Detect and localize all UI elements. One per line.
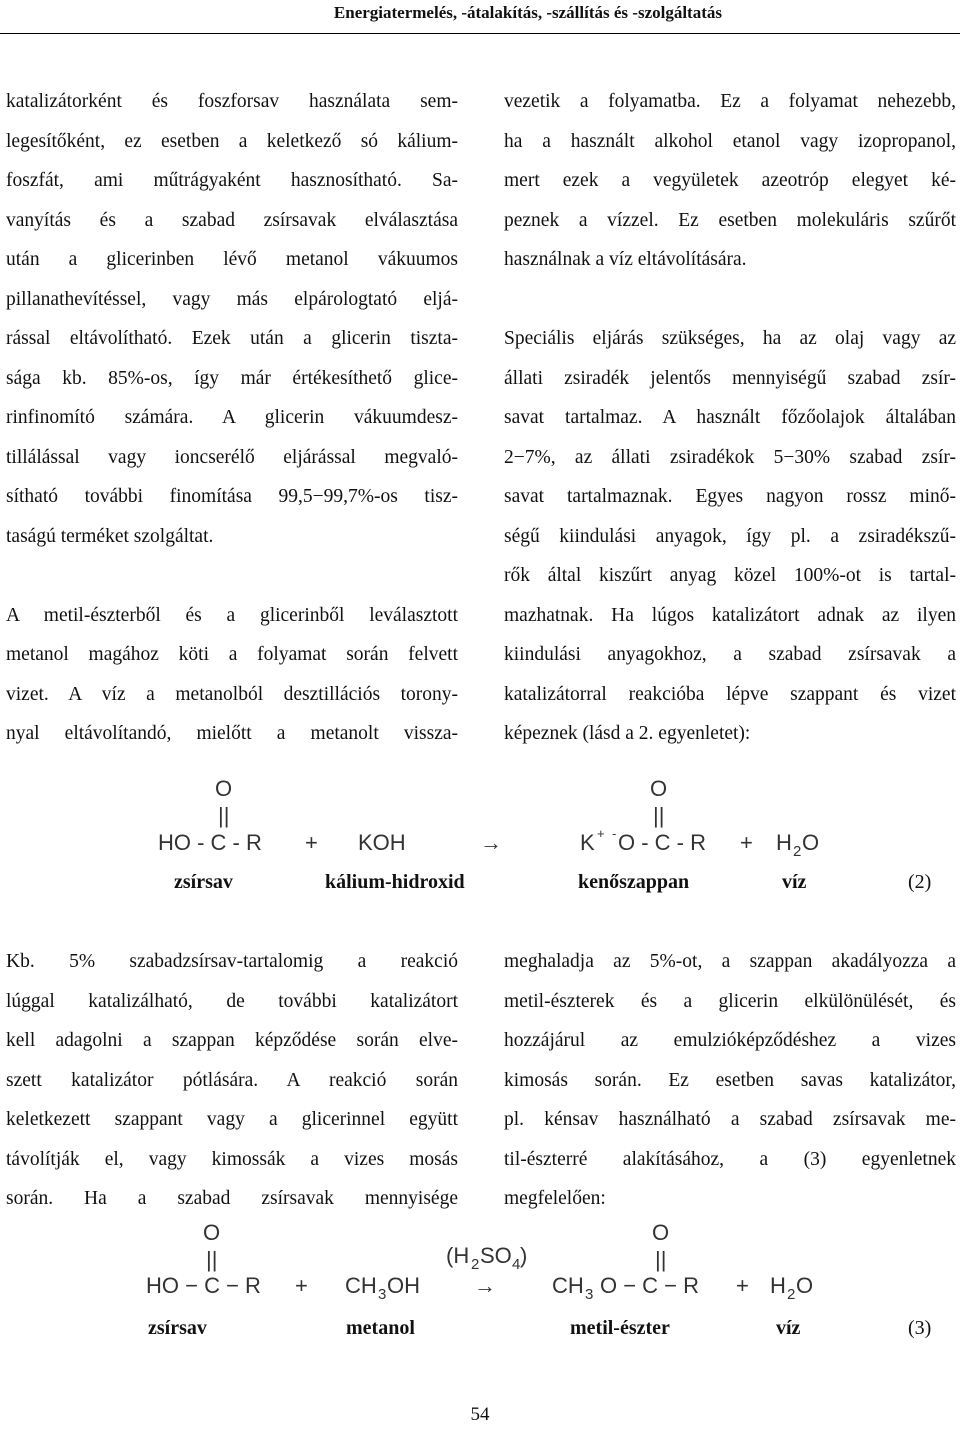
text-line: metanol magához köti a folyamat során felvett xyxy=(6,644,458,665)
text-line: til-észterré alakításához, a (3) egyenletnek xyxy=(504,1148,956,1170)
eq3-ester-ch: CH xyxy=(552,1273,584,1298)
text-line: vanyítás és a szabad zsírsavak elválasztása xyxy=(6,209,458,231)
text-line: képeznek (lásd a 2. egyenletet): xyxy=(504,723,751,744)
eq3-label-fatty-acid: zsírsav xyxy=(148,1317,207,1339)
eq2-plus: + xyxy=(305,830,318,855)
equation-3-formula xyxy=(0,1218,960,1358)
text-line: Speciális eljárás szükséges, ha az olaj vagy az xyxy=(504,328,956,349)
eq2-label-water: víz xyxy=(782,871,807,893)
text-line: foszfát, ami műtrágyaként hasznosítható. Sa- xyxy=(6,170,458,191)
eq2-potassium-charge: + xyxy=(597,826,605,841)
eq3-plus-2: + xyxy=(736,1273,749,1298)
text-line: szett katalizátor pótlására. A reakció során xyxy=(6,1069,458,1091)
text-line: keletkezett szappant vagy a glicerinnel együtt xyxy=(6,1109,458,1130)
eq3-arrow: → xyxy=(474,1273,496,1298)
eq3-double-bond: || xyxy=(206,1247,218,1272)
eq2-number: (2) xyxy=(908,871,932,893)
eq3-catalyst-subscript-4: 4 xyxy=(512,1256,521,1273)
text-line: során. Ha a szabad zsírsavak mennyisége xyxy=(6,1188,458,1209)
text-line: kiindulási anyagokhoz, a szabad zsírsavak a xyxy=(504,644,956,665)
eq2-soap-carbonyl-oxygen: O xyxy=(650,776,668,801)
eq3-plus: + xyxy=(295,1273,308,1298)
text-line: peznek a vízzel. Ez esetben molekuláris szűrőt xyxy=(504,209,956,231)
text-line: kell adagolni a szappan képződése során elve- xyxy=(6,1030,458,1051)
equation-2-formula xyxy=(0,770,960,910)
text-line: ségű kiindulási anyagok, így pl. a zsiradékszű- xyxy=(504,525,956,547)
text-line: mert ezek a vegyületek azeotróp elegyet ké- xyxy=(504,170,956,191)
eq2-double-bond: || xyxy=(218,803,230,828)
text-line: savat tartalmaznak. Egyes nagyon rossz minő- xyxy=(504,486,956,507)
text-line: savat tartalmaz. A használt főzőolajok általában xyxy=(504,407,956,428)
eq3-label-water: víz xyxy=(776,1317,801,1339)
eq3-number: (3) xyxy=(908,1317,932,1339)
eq3-carbonyl-oxygen: O xyxy=(203,1220,221,1245)
eq3-catalyst-open: (H xyxy=(446,1243,470,1268)
top-left-column xyxy=(6,82,458,754)
paragraph-methanol-water xyxy=(6,596,458,754)
eq2-plus-2: + xyxy=(740,830,753,855)
text-line: metil-észterek és a glicerin elkülönülését, és xyxy=(504,990,956,1012)
text-line: használnak a víz eltávolítására. xyxy=(504,249,747,270)
text-line: hozzájárul az emulzióképződéshez a vizes xyxy=(504,1030,956,1051)
text-line: rinfinomító számára. A glicerin vákuumdesz- xyxy=(6,407,458,428)
header-title: Energiatermelés, -átalakítás, -szállítás és -szolgáltatás xyxy=(333,3,722,22)
eq3-label-methyl-ester: metil-észter xyxy=(570,1317,670,1339)
middle-right-column xyxy=(504,942,956,1219)
text-line: tillálással vagy ioncserélő eljárással megvaló- xyxy=(6,446,458,468)
paragraph-soap-formation xyxy=(6,942,458,1219)
eq3-water-h: H xyxy=(770,1273,786,1298)
eq3-catalyst-close: ) xyxy=(520,1243,528,1268)
eq3-ester-double-bond: || xyxy=(655,1247,667,1272)
equation-2 xyxy=(0,770,960,910)
text-line: pl. kénsav használható a szabad zsírsavak me- xyxy=(504,1109,956,1130)
eq2-soap-formula: O - C - R xyxy=(618,830,706,855)
eq2-fatty-acid-formula: HO - C - R xyxy=(158,830,262,855)
page-number: 54 xyxy=(470,1404,490,1425)
eq3-catalyst-so: SO xyxy=(480,1243,512,1268)
text-line: rással eltávolítható. Ezek után a glicerin tiszta- xyxy=(6,328,458,349)
text-line: A metil-észterből és a glicerinből leválasztott xyxy=(6,604,458,626)
eq2-carbonyl-oxygen: O xyxy=(215,776,233,801)
text-line: ha a használt alkohol etanol vagy izopropanol, xyxy=(504,130,956,152)
text-line: után a glicerinben lévő metanol vákuumos xyxy=(6,249,458,270)
text-line: rők által kiszűrt anyag közel 100%-ot is tartal- xyxy=(504,565,956,586)
eq3-fatty-acid-formula: HO − C − R xyxy=(146,1273,261,1298)
eq2-water-subscript: 2 xyxy=(793,843,802,860)
text-line: taságú terméket szolgáltat. xyxy=(6,525,214,547)
eq3-methanol-ch: CH xyxy=(345,1273,377,1298)
eq2-label-potassium-hydroxide: kálium-hidroxid xyxy=(325,871,465,893)
eq3-methanol-oh: OH xyxy=(387,1273,420,1298)
eq3-label-methanol: metanol xyxy=(346,1317,415,1339)
eq3-catalyst-subscript-2: 2 xyxy=(471,1256,480,1273)
text-line: megfelelően: xyxy=(504,1188,606,1209)
text-line: katalizátorral reakcióba lépve szappant és vizet xyxy=(504,683,956,705)
text-line: katalizátorként és foszforsav használata sem- xyxy=(6,91,458,112)
equation-3 xyxy=(0,1218,960,1358)
text-line: Kb. 5% szabadzsírsav-tartalomig a reakció xyxy=(6,951,458,972)
text-line: távolítják el, vagy kimossák a vizes mosás xyxy=(6,1148,458,1170)
text-line: sítható további finomítása 99,5−99,7%-os tisz- xyxy=(6,486,458,507)
text-line: vizet. A víz a metanolból desztillációs torony- xyxy=(6,683,458,705)
top-right-column xyxy=(504,82,956,754)
paragraph-acid-catalyst xyxy=(504,942,956,1219)
text-line: kimosás során. Ez esetben savas katalizátor, xyxy=(504,1069,956,1091)
eq3-methanol-subscript: 3 xyxy=(378,1286,387,1303)
paragraph-glycerin-refining xyxy=(6,82,458,556)
text-line: pillanathevítéssel, vagy más elpárologtató eljá- xyxy=(6,288,458,310)
eq3-ester-carbonyl-oxygen: O xyxy=(652,1220,670,1245)
eq3-water-o: O xyxy=(796,1273,814,1298)
text-line: sága kb. 85%-os, így már értékesíthető glice- xyxy=(6,367,458,389)
text-line: állati zsiradék jelentős mennyiségű szabad zsír- xyxy=(504,367,956,389)
eq2-koh-formula: KOH xyxy=(358,830,406,855)
text-line: mazhatnak. Ha lúgos katalizátort adnak az ilyen xyxy=(504,604,956,626)
eq3-ester-formula: O − C − R xyxy=(600,1273,700,1298)
eq2-arrow: → xyxy=(480,830,502,855)
text-line: 2−7%, az állati zsiradékok 5−30% szabad zsír- xyxy=(504,446,956,468)
eq3-ester-subscript: 3 xyxy=(585,1286,594,1303)
eq3-water-subscript: 2 xyxy=(787,1286,796,1303)
paragraph-azeotrope xyxy=(504,82,956,280)
eq2-soap-double-bond: || xyxy=(653,803,665,828)
eq2-potassium: K xyxy=(580,830,595,855)
text-line: lúggal katalizálható, de további katalizátort xyxy=(6,990,458,1012)
text-line: nyal eltávolítandó, mielőtt a metanolt vissza- xyxy=(6,723,458,744)
paragraph-free-fatty-acids xyxy=(504,319,956,754)
running-header xyxy=(0,0,960,34)
eq2-label-fatty-acid: zsírsav xyxy=(174,871,233,893)
text-line: vezetik a folyamatba. Ez a folyamat nehezebb, xyxy=(504,91,956,112)
middle-left-column xyxy=(6,942,458,1219)
eq2-label-soft-soap: kenőszappan xyxy=(578,871,690,893)
eq2-water-h: H xyxy=(776,830,792,855)
text-line: meghaladja az 5%-ot, a szappan akadályozza a xyxy=(504,951,956,972)
header-rule xyxy=(0,33,960,34)
text-line: legesítőként, ez esetben a keletkező só kálium- xyxy=(6,130,458,152)
eq2-water-o: O xyxy=(802,830,820,855)
eq2-anion-charge: - xyxy=(612,826,617,841)
